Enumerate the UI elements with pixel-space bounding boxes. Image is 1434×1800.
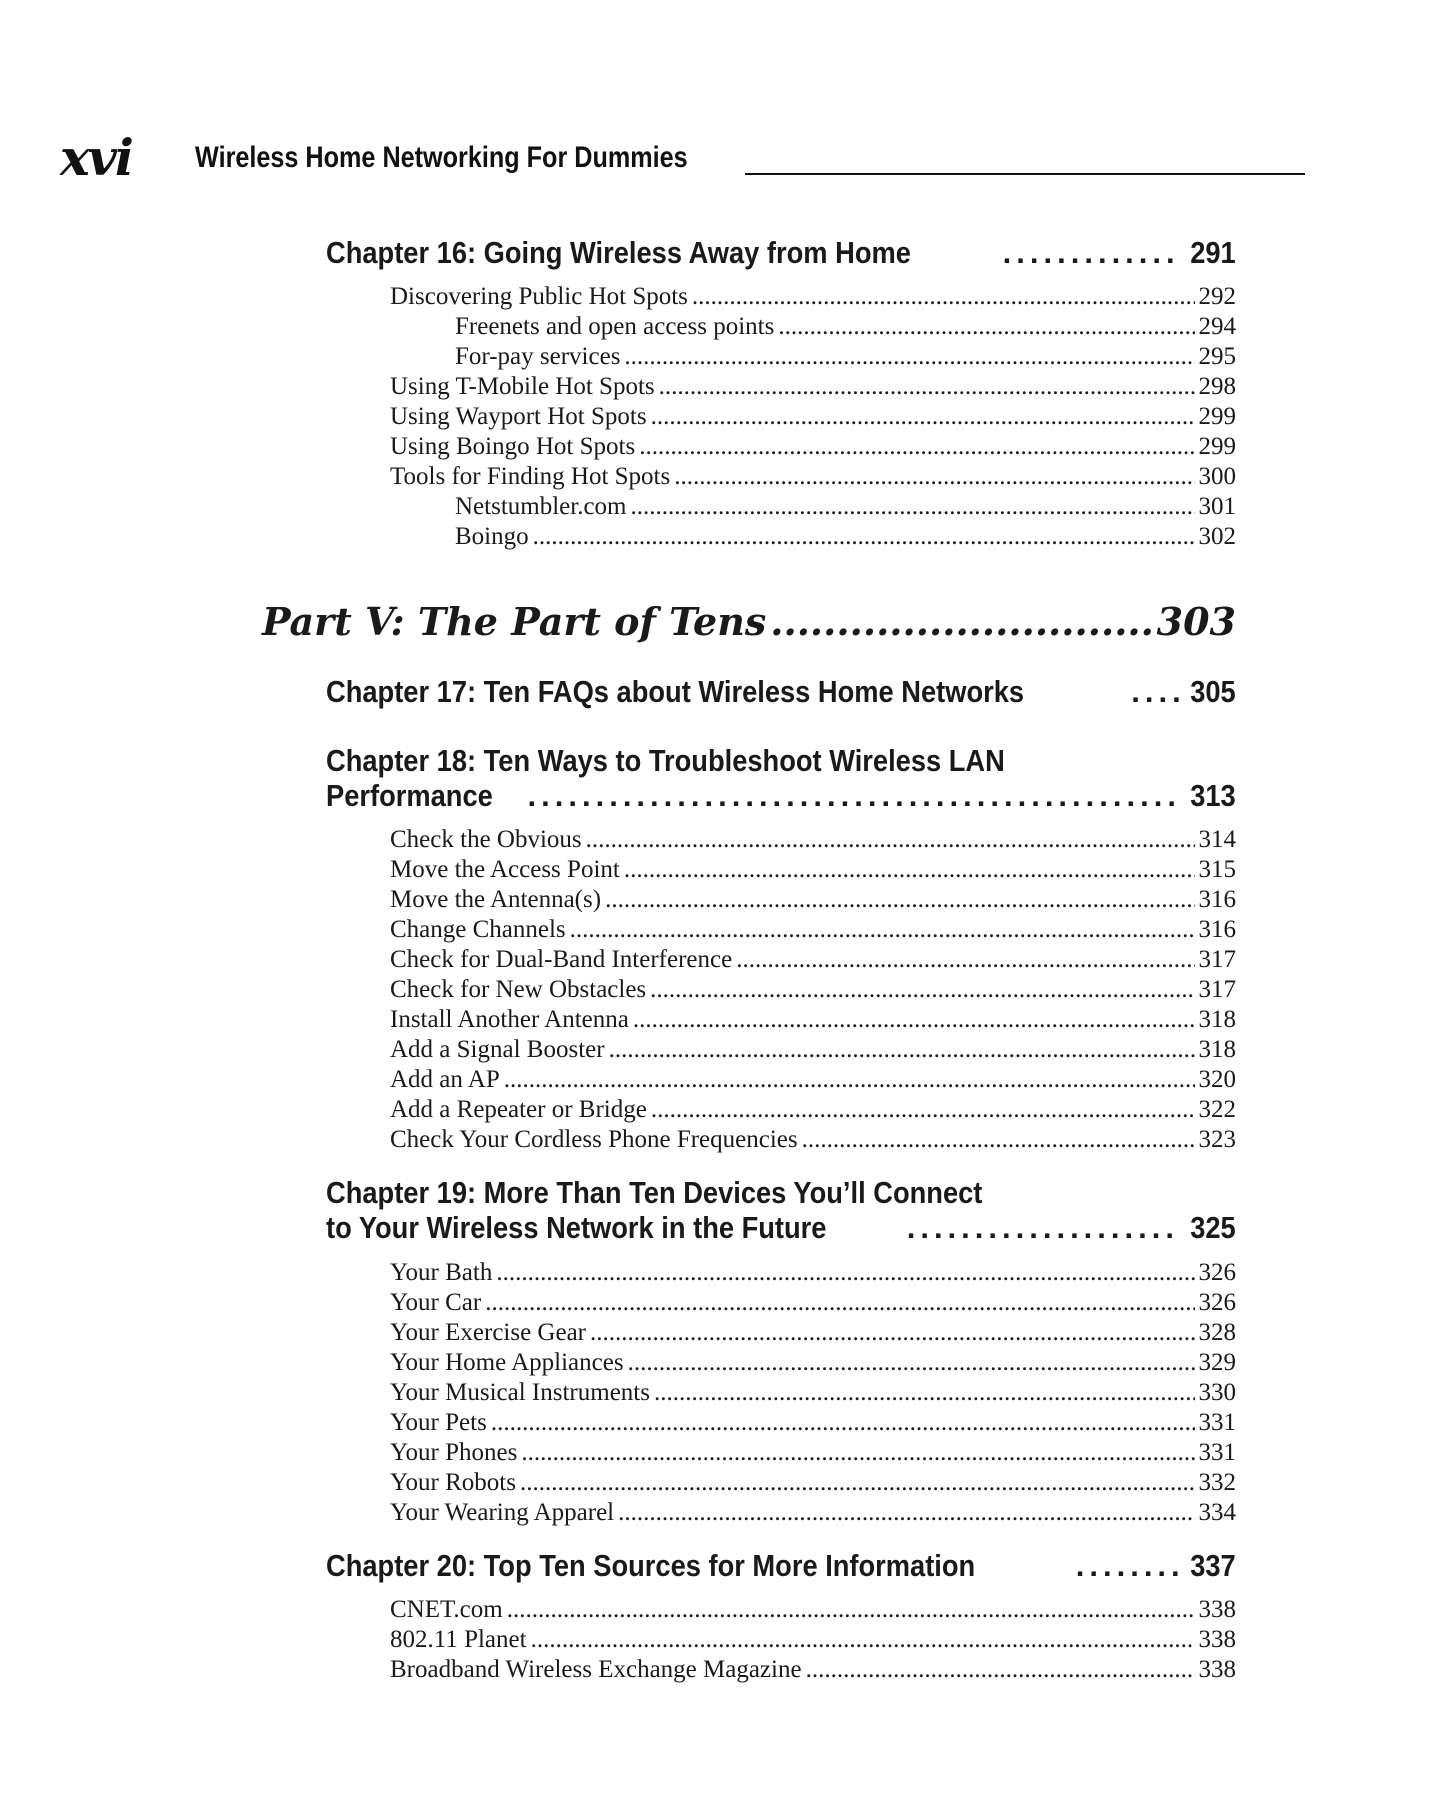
toc-entry[interactable] bbox=[390, 855, 1236, 885]
entry-page: 294 bbox=[1198, 313, 1236, 340]
entry-page: 292 bbox=[1198, 283, 1236, 310]
entry-label: Install Another Antenna bbox=[390, 1006, 629, 1033]
toc-entry[interactable] bbox=[390, 402, 1236, 432]
toc-subentry[interactable] bbox=[455, 492, 1236, 522]
entry-page: 300 bbox=[1198, 463, 1236, 490]
dot-leader bbox=[651, 402, 1195, 432]
entry-page: 318 bbox=[1198, 1036, 1236, 1063]
dot-leader bbox=[907, 1210, 1181, 1246]
toc-chapter-16[interactable] bbox=[326, 235, 1236, 271]
dot-leader bbox=[736, 945, 1194, 975]
entry-page: 331 bbox=[1198, 1409, 1236, 1436]
page-number: xvi bbox=[60, 128, 132, 187]
entry-label: Your Bath bbox=[390, 1259, 493, 1286]
dot-leader bbox=[521, 1438, 1194, 1468]
dot-leader bbox=[496, 1258, 1194, 1288]
chapter-title-line1[interactable]: Chapter 19: More Than Ten Devices You’ll Connect bbox=[326, 1175, 983, 1210]
toc-entry[interactable] bbox=[390, 372, 1236, 402]
part-page: 303 bbox=[1156, 599, 1236, 644]
entry-page: 338 bbox=[1198, 1596, 1236, 1623]
dot-leader bbox=[659, 372, 1195, 402]
toc-entry[interactable] bbox=[390, 915, 1236, 945]
toc-entry[interactable] bbox=[390, 1595, 1236, 1625]
header-rule bbox=[745, 173, 1305, 175]
dot-leader bbox=[1003, 235, 1181, 271]
dot-leader bbox=[631, 492, 1195, 522]
entry-page: 326 bbox=[1198, 1259, 1236, 1286]
entry-page: 302 bbox=[1198, 523, 1236, 550]
book-title: Wireless Home Networking For Dummies bbox=[195, 141, 688, 174]
entry-label: Move the Antenna(s) bbox=[390, 886, 602, 913]
entry-page: 298 bbox=[1198, 373, 1236, 400]
entry-page: 317 bbox=[1198, 946, 1236, 973]
entry-label: Your Exercise Gear bbox=[390, 1319, 587, 1346]
dot-leader bbox=[650, 975, 1194, 1005]
entry-label: For-pay services bbox=[455, 343, 621, 370]
dot-leader bbox=[618, 1498, 1194, 1528]
part-title: Part V: The Part of Tens bbox=[262, 599, 767, 644]
chapter-page: 291 bbox=[1190, 235, 1236, 270]
entry-page: 322 bbox=[1198, 1096, 1236, 1123]
chapter-page: 305 bbox=[1190, 674, 1236, 709]
chapter-title-line2: to Your Wireless Network in the Future bbox=[326, 1210, 827, 1245]
entry-label: Check for Dual-Band Interference bbox=[390, 946, 733, 973]
toc-subentry[interactable] bbox=[455, 342, 1236, 372]
entry-page: 316 bbox=[1198, 916, 1236, 943]
chapter-page: 313 bbox=[1190, 778, 1236, 813]
entry-label: Your Home Appliances bbox=[390, 1349, 624, 1376]
entry-label: Boingo bbox=[455, 523, 529, 550]
entry-label: Discovering Public Hot Spots bbox=[390, 283, 688, 310]
entry-page: 330 bbox=[1198, 1379, 1236, 1406]
entry-label: Check the Obvious bbox=[390, 826, 582, 853]
toc-entry[interactable] bbox=[390, 1438, 1236, 1468]
entry-label: Tools for Finding Hot Spots bbox=[390, 463, 671, 490]
toc-chapter-20[interactable] bbox=[326, 1548, 1236, 1584]
toc-entry[interactable] bbox=[390, 1408, 1236, 1438]
entry-page: 329 bbox=[1198, 1349, 1236, 1376]
entry-label: Add a Signal Booster bbox=[390, 1036, 605, 1063]
dot-leader bbox=[586, 825, 1195, 855]
toc-chapter-17[interactable] bbox=[326, 674, 1236, 710]
dot-leader bbox=[504, 1065, 1195, 1095]
entry-page: 317 bbox=[1198, 976, 1236, 1003]
entry-page: 323 bbox=[1198, 1126, 1236, 1153]
toc-subentry[interactable] bbox=[455, 312, 1236, 342]
entry-label: CNET.com bbox=[390, 1596, 503, 1623]
entry-label: Add an AP bbox=[390, 1066, 500, 1093]
entry-page: 299 bbox=[1198, 433, 1236, 460]
entry-label: Broadband Wireless Exchange Magazine bbox=[390, 1656, 802, 1683]
toc-entry[interactable] bbox=[390, 975, 1236, 1005]
dot-leader bbox=[570, 915, 1195, 945]
entry-label: Your Musical Instruments bbox=[390, 1379, 650, 1406]
toc-entry[interactable] bbox=[390, 825, 1236, 855]
dot-leader bbox=[778, 312, 1194, 342]
toc-entry[interactable] bbox=[390, 1125, 1236, 1155]
dot-leader bbox=[770, 598, 1152, 646]
entry-page: 320 bbox=[1198, 1066, 1236, 1093]
entry-label: Change Channels bbox=[390, 916, 566, 943]
chapter-title: Chapter 16: Going Wireless Away from Home bbox=[326, 235, 911, 270]
dot-leader bbox=[528, 778, 1181, 814]
entry-page: 299 bbox=[1198, 403, 1236, 430]
entry-label: Your Wearing Apparel bbox=[390, 1499, 615, 1526]
toc-entry[interactable] bbox=[390, 1378, 1236, 1408]
entry-label: Netstumbler.com bbox=[455, 493, 627, 520]
entry-page: 328 bbox=[1198, 1319, 1236, 1346]
dot-leader bbox=[507, 1595, 1195, 1625]
toc-part-5[interactable] bbox=[262, 598, 1236, 646]
toc-entry[interactable] bbox=[390, 885, 1236, 915]
entry-label: Your Pets bbox=[390, 1409, 487, 1436]
chapter-page: 337 bbox=[1190, 1548, 1236, 1583]
dot-leader bbox=[651, 1095, 1195, 1125]
toc-entry[interactable] bbox=[390, 1288, 1236, 1318]
dot-leader bbox=[485, 1288, 1194, 1318]
toc-entry[interactable] bbox=[390, 282, 1236, 312]
toc-entry[interactable] bbox=[390, 432, 1236, 462]
chapter-title: Chapter 20: Top Ten Sources for More Information bbox=[326, 1548, 976, 1583]
toc-entry[interactable] bbox=[390, 1498, 1236, 1528]
toc-entry[interactable] bbox=[390, 1258, 1236, 1288]
dot-leader bbox=[674, 462, 1194, 492]
entry-page: 314 bbox=[1198, 826, 1236, 853]
entry-label: Using Wayport Hot Spots bbox=[390, 403, 647, 430]
entry-page: 295 bbox=[1198, 343, 1236, 370]
dot-leader bbox=[633, 1005, 1195, 1035]
toc-entry[interactable] bbox=[390, 945, 1236, 975]
toc-entry[interactable] bbox=[390, 1625, 1236, 1655]
entry-label: Freenets and open access points bbox=[455, 313, 775, 340]
dot-leader bbox=[609, 1035, 1195, 1065]
dot-leader bbox=[491, 1408, 1195, 1438]
toc-entry[interactable] bbox=[390, 462, 1236, 492]
toc-entry[interactable] bbox=[390, 1348, 1236, 1378]
toc-entry[interactable] bbox=[390, 1468, 1236, 1498]
dot-leader bbox=[628, 1348, 1195, 1378]
dot-leader bbox=[692, 282, 1195, 312]
entry-page: 331 bbox=[1198, 1439, 1236, 1466]
entry-page: 332 bbox=[1198, 1469, 1236, 1496]
entry-label: Check Your Cordless Phone Frequencies bbox=[390, 1126, 798, 1153]
dot-leader bbox=[624, 855, 1195, 885]
running-header bbox=[60, 128, 1250, 188]
dot-leader bbox=[806, 1655, 1195, 1685]
toc-entry[interactable] bbox=[390, 1095, 1236, 1125]
dot-leader bbox=[605, 885, 1194, 915]
entry-label: Move the Access Point bbox=[390, 856, 620, 883]
dot-leader bbox=[624, 342, 1194, 372]
entry-label: Your Car bbox=[390, 1289, 482, 1316]
dot-leader bbox=[533, 522, 1195, 552]
entry-label: Your Robots bbox=[390, 1469, 516, 1496]
toc-entry[interactable] bbox=[390, 1035, 1236, 1065]
entry-label: Add a Repeater or Bridge bbox=[390, 1096, 647, 1123]
entry-page: 326 bbox=[1198, 1289, 1236, 1316]
entry-page: 318 bbox=[1198, 1006, 1236, 1033]
entry-page: 338 bbox=[1198, 1626, 1236, 1653]
dot-leader bbox=[531, 1625, 1195, 1655]
toc-entry[interactable] bbox=[390, 1655, 1236, 1685]
toc-chapter-19[interactable] bbox=[326, 1210, 1236, 1246]
entry-page: 316 bbox=[1198, 886, 1236, 913]
entry-label: Using T-Mobile Hot Spots bbox=[390, 373, 655, 400]
dot-leader bbox=[590, 1318, 1194, 1348]
entry-page: 315 bbox=[1198, 856, 1236, 883]
dot-leader bbox=[520, 1468, 1195, 1498]
entry-page: 334 bbox=[1198, 1499, 1236, 1526]
chapter-title-line1[interactable]: Chapter 18: Ten Ways to Troubleshoot Wireless LAN bbox=[326, 743, 1005, 778]
toc-entry[interactable] bbox=[390, 1005, 1236, 1035]
entry-label: Using Boingo Hot Spots bbox=[390, 433, 636, 460]
toc-entry[interactable] bbox=[390, 1065, 1236, 1095]
entry-page: 301 bbox=[1198, 493, 1236, 520]
entry-label: 802.11 Planet bbox=[390, 1626, 527, 1653]
dot-leader bbox=[639, 432, 1194, 462]
toc-subentry[interactable] bbox=[455, 522, 1236, 552]
chapter-title: Chapter 17: Ten FAQs about Wireless Home Networks bbox=[326, 674, 1025, 709]
dot-leader bbox=[802, 1125, 1195, 1155]
entry-label: Your Phones bbox=[390, 1439, 518, 1466]
chapter-title-line2: Performance bbox=[326, 778, 493, 813]
dot-leader bbox=[1076, 1548, 1181, 1584]
toc-chapter-18[interactable] bbox=[326, 778, 1236, 814]
toc-entry[interactable] bbox=[390, 1318, 1236, 1348]
dot-leader bbox=[654, 1378, 1195, 1408]
entry-page: 338 bbox=[1198, 1656, 1236, 1683]
chapter-page: 325 bbox=[1190, 1210, 1236, 1245]
dot-leader bbox=[1131, 674, 1180, 710]
entry-label: Check for New Obstacles bbox=[390, 976, 647, 1003]
